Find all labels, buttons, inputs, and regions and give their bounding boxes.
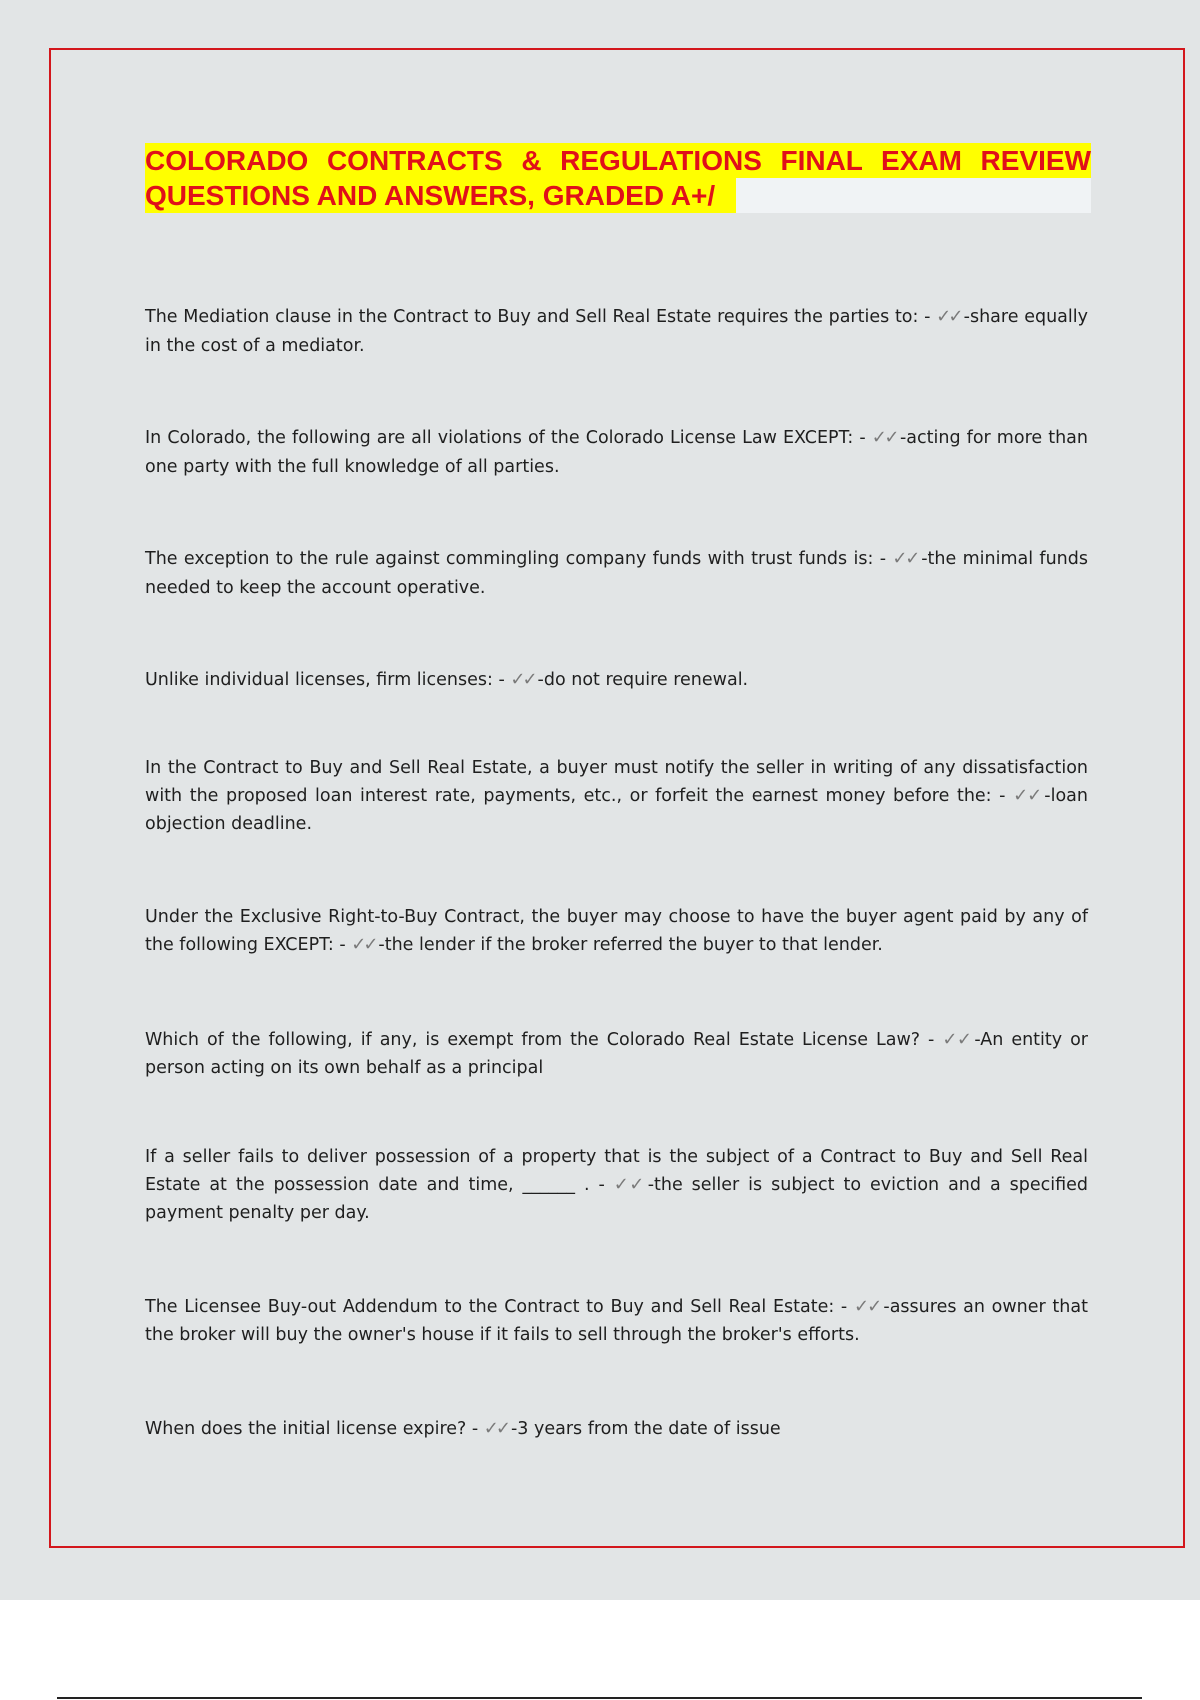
answer-text: -the minimal funds needed to keep the account operative.	[145, 549, 1089, 598]
qa-item	[145, 1293, 1088, 1349]
qa-item	[145, 302, 1088, 361]
double-check-icon: ✓✓	[892, 548, 919, 569]
answer-text: -the lender if the broker referred the buyer to that lender.	[378, 935, 883, 955]
double-check-icon: ✓✓	[510, 669, 535, 690]
qa-item	[145, 665, 1088, 695]
double-check-icon: ✓✓	[613, 1174, 645, 1195]
qa-item	[145, 1414, 1088, 1444]
qa-item	[145, 423, 1088, 482]
double-check-icon: ✓✓	[853, 1296, 881, 1317]
question-text: The Licensee Buy-out Addendum to the Contract to Buy and Sell Real Estate: -	[145, 1297, 854, 1317]
answer-text: -share equally in the cost of a mediator.	[145, 307, 1088, 356]
question-text: The exception to the rule against commingling company funds with trust funds is: -	[145, 549, 893, 569]
question-text: When does the initial license expire? -	[145, 1419, 484, 1439]
answer-text: -3 years from the date of issue	[510, 1419, 781, 1439]
question-text: If a seller fails to deliver possession of a property that is the subject of a Contract to Buy and Sell Real Estate at the possession date and time, ______ . -	[145, 1147, 1088, 1195]
qa-item	[145, 544, 1088, 603]
double-check-icon: ✓✓	[483, 1418, 508, 1439]
answer-text: -assures an owner that the broker will buy the owner's house if it fails to sell through the broker's efforts.	[145, 1297, 1088, 1345]
double-check-icon: ✓✓	[936, 306, 961, 327]
answer-text: -An entity or person acting on its own behalf as a principal	[145, 1030, 1089, 1078]
answer-text: -acting for more than one party with the full knowledge of all parties.	[145, 428, 1088, 477]
title-line-2: QUESTIONS AND ANSWERS, GRADED A+/	[145, 178, 1091, 213]
footer-divider	[57, 1697, 1142, 1699]
double-check-icon: ✓✓	[1013, 785, 1042, 806]
qa-item	[145, 1143, 1088, 1227]
title-line-1: COLORADO CONTRACTS & REGULATIONS FINAL EXAM REVIEW	[145, 145, 1091, 176]
question-text: Which of the following, if any, is exempt from the Colorado Real Estate License Law? -	[145, 1030, 943, 1050]
question-text: Unlike individual licenses, firm licenses: -	[145, 670, 511, 690]
answer-text: -loan objection deadline.	[145, 786, 1088, 834]
double-check-icon: ✓✓	[942, 1029, 972, 1050]
qa-item	[145, 903, 1088, 959]
qa-item	[145, 1026, 1088, 1082]
double-check-icon: ✓✓	[871, 427, 897, 448]
double-check-icon: ✓✓	[351, 934, 376, 955]
qa-item	[145, 754, 1088, 838]
question-text: In Colorado, the following are all violations of the Colorado License Law EXCEPT: -	[145, 428, 872, 448]
answer-text: -the seller is subject to eviction and a specified payment penalty per day.	[145, 1175, 1088, 1223]
document-title	[145, 143, 1091, 213]
question-text: In the Contract to Buy and Sell Real Estate, a buyer must notify the seller in writing of any dissatisfaction with the proposed loan interest rate, payments, etc., or forfeit the earnest money before the: -	[145, 758, 1088, 806]
answer-text: -do not require renewal.	[537, 670, 749, 690]
question-text: Under the Exclusive Right-to-Buy Contract, the buyer may choose to have the buyer agent paid by any of the following EXCEPT: -	[145, 907, 1088, 955]
question-text: The Mediation clause in the Contract to Buy and Sell Real Estate requires the parties to: -	[145, 307, 937, 327]
